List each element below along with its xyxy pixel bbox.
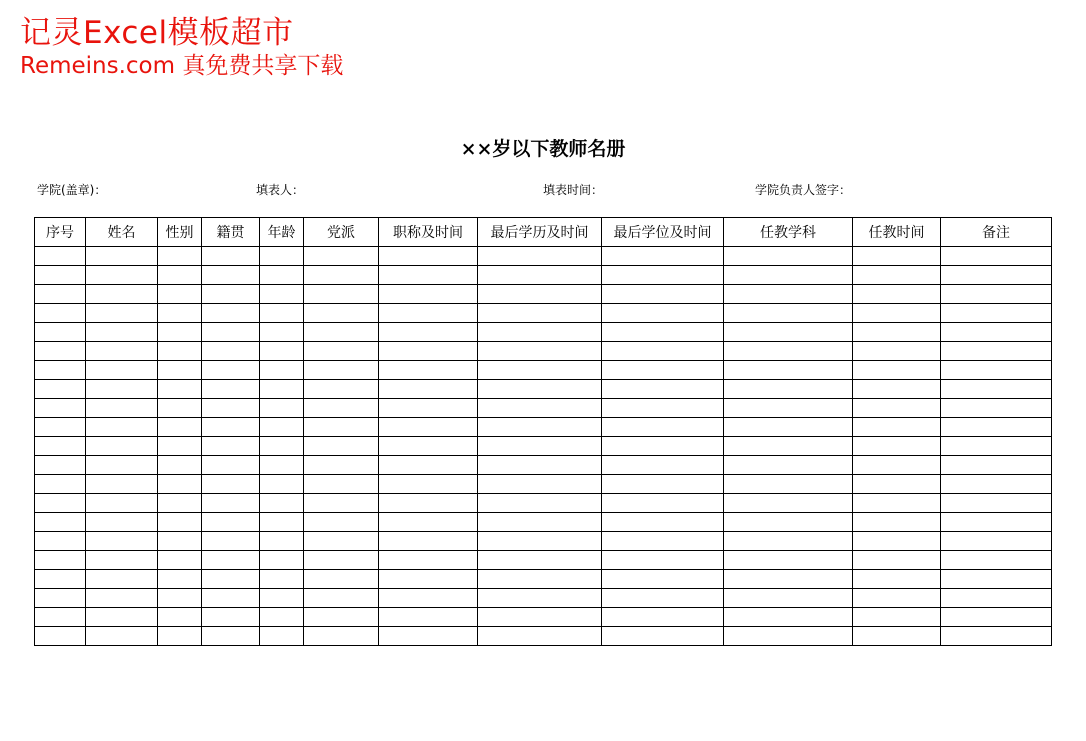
table-cell[interactable] bbox=[86, 266, 158, 285]
table-cell[interactable] bbox=[260, 380, 304, 399]
table-cell[interactable] bbox=[304, 323, 379, 342]
table-cell[interactable] bbox=[941, 437, 1052, 456]
table-cell[interactable] bbox=[379, 608, 478, 627]
table-cell[interactable] bbox=[86, 551, 158, 570]
table-cell[interactable] bbox=[35, 418, 86, 437]
table-cell[interactable] bbox=[158, 380, 202, 399]
table-cell[interactable] bbox=[602, 475, 724, 494]
table-cell[interactable] bbox=[853, 304, 941, 323]
table-cell[interactable] bbox=[260, 589, 304, 608]
table-cell[interactable] bbox=[260, 494, 304, 513]
table-cell[interactable] bbox=[86, 456, 158, 475]
table-cell[interactable] bbox=[379, 570, 478, 589]
table-cell[interactable] bbox=[304, 532, 379, 551]
table-cell[interactable] bbox=[853, 475, 941, 494]
table-cell[interactable] bbox=[478, 418, 602, 437]
table-cell[interactable] bbox=[853, 399, 941, 418]
column-header-index: 序号 bbox=[35, 218, 86, 247]
table-cell[interactable] bbox=[304, 361, 379, 380]
table-cell[interactable] bbox=[602, 266, 724, 285]
table-cell[interactable] bbox=[379, 304, 478, 323]
table-cell[interactable] bbox=[478, 608, 602, 627]
table-cell[interactable] bbox=[86, 475, 158, 494]
table-cell[interactable] bbox=[260, 342, 304, 361]
table-cell[interactable] bbox=[202, 342, 260, 361]
table-cell[interactable] bbox=[35, 266, 86, 285]
table-cell[interactable] bbox=[853, 513, 941, 532]
table-row bbox=[35, 494, 1052, 513]
table-cell[interactable] bbox=[202, 570, 260, 589]
table-cell[interactable] bbox=[478, 627, 602, 646]
table-cell[interactable] bbox=[202, 437, 260, 456]
column-header-remarks: 备注 bbox=[941, 218, 1052, 247]
table-cell[interactable] bbox=[86, 532, 158, 551]
table-cell[interactable] bbox=[35, 285, 86, 304]
table-cell[interactable] bbox=[202, 418, 260, 437]
table-cell[interactable] bbox=[602, 456, 724, 475]
table-cell[interactable] bbox=[304, 627, 379, 646]
table-cell[interactable] bbox=[35, 494, 86, 513]
table-cell[interactable] bbox=[158, 627, 202, 646]
table-cell[interactable] bbox=[602, 532, 724, 551]
table-cell[interactable] bbox=[260, 570, 304, 589]
table-row bbox=[35, 266, 1052, 285]
table-cell[interactable] bbox=[602, 513, 724, 532]
table-cell[interactable] bbox=[260, 361, 304, 380]
table-cell[interactable] bbox=[853, 418, 941, 437]
table-cell[interactable] bbox=[260, 418, 304, 437]
table-cell[interactable] bbox=[86, 627, 158, 646]
column-header-hometown: 籍贯 bbox=[202, 218, 260, 247]
table-cell[interactable] bbox=[379, 323, 478, 342]
table-cell[interactable] bbox=[941, 418, 1052, 437]
table-cell[interactable] bbox=[304, 437, 379, 456]
table-cell[interactable] bbox=[602, 304, 724, 323]
table-cell[interactable] bbox=[379, 494, 478, 513]
table-cell[interactable] bbox=[853, 551, 941, 570]
table-row bbox=[35, 570, 1052, 589]
table-cell[interactable] bbox=[35, 437, 86, 456]
table-cell[interactable] bbox=[853, 494, 941, 513]
table-cell[interactable] bbox=[941, 285, 1052, 304]
table-cell[interactable] bbox=[158, 399, 202, 418]
table-cell[interactable] bbox=[941, 513, 1052, 532]
table-cell[interactable] bbox=[35, 247, 86, 266]
table-cell[interactable] bbox=[260, 475, 304, 494]
table-row bbox=[35, 247, 1052, 266]
table-cell[interactable] bbox=[941, 266, 1052, 285]
table-cell[interactable] bbox=[86, 247, 158, 266]
table-cell[interactable] bbox=[304, 342, 379, 361]
table-cell[interactable] bbox=[304, 418, 379, 437]
table-cell[interactable] bbox=[724, 627, 853, 646]
table-cell[interactable] bbox=[941, 247, 1052, 266]
table-cell[interactable] bbox=[304, 380, 379, 399]
table-row bbox=[35, 627, 1052, 646]
table-cell[interactable] bbox=[602, 323, 724, 342]
table-cell[interactable] bbox=[602, 399, 724, 418]
table-cell[interactable] bbox=[478, 342, 602, 361]
table-cell[interactable] bbox=[260, 323, 304, 342]
table-row bbox=[35, 551, 1052, 570]
column-header-gender: 性别 bbox=[158, 218, 202, 247]
table-cell[interactable] bbox=[158, 304, 202, 323]
table-cell[interactable] bbox=[853, 361, 941, 380]
table-cell[interactable] bbox=[602, 551, 724, 570]
table-cell[interactable] bbox=[853, 247, 941, 266]
table-cell[interactable] bbox=[304, 513, 379, 532]
table-cell[interactable] bbox=[260, 266, 304, 285]
table-cell[interactable] bbox=[304, 589, 379, 608]
table-cell[interactable] bbox=[602, 247, 724, 266]
table-cell[interactable] bbox=[202, 532, 260, 551]
table-cell[interactable] bbox=[724, 475, 853, 494]
table-cell[interactable] bbox=[724, 456, 853, 475]
table-cell[interactable] bbox=[478, 304, 602, 323]
table-cell[interactable] bbox=[260, 608, 304, 627]
fill-date-label: 填表时间： bbox=[543, 183, 604, 197]
table-cell[interactable] bbox=[724, 323, 853, 342]
table-cell[interactable] bbox=[35, 608, 86, 627]
table-cell[interactable] bbox=[304, 399, 379, 418]
table-cell[interactable] bbox=[379, 456, 478, 475]
table-cell[interactable] bbox=[158, 418, 202, 437]
table-cell[interactable] bbox=[478, 513, 602, 532]
table-cell[interactable] bbox=[379, 418, 478, 437]
table-cell[interactable] bbox=[724, 247, 853, 266]
table-cell[interactable] bbox=[724, 513, 853, 532]
table-cell[interactable] bbox=[35, 323, 86, 342]
column-header-name: 姓名 bbox=[86, 218, 158, 247]
table-cell[interactable] bbox=[379, 399, 478, 418]
table-cell[interactable] bbox=[478, 285, 602, 304]
table-cell[interactable] bbox=[478, 570, 602, 589]
table-cell[interactable] bbox=[478, 399, 602, 418]
table-cell[interactable] bbox=[379, 361, 478, 380]
table-cell[interactable] bbox=[35, 589, 86, 608]
table-cell[interactable] bbox=[202, 323, 260, 342]
table-cell[interactable] bbox=[724, 342, 853, 361]
column-header-age: 年龄 bbox=[260, 218, 304, 247]
table-cell[interactable] bbox=[941, 323, 1052, 342]
table-cell[interactable] bbox=[158, 608, 202, 627]
table-cell[interactable] bbox=[35, 304, 86, 323]
table-cell[interactable] bbox=[35, 513, 86, 532]
table-cell[interactable] bbox=[853, 570, 941, 589]
column-header-education-and-date: 最后学历及时间 bbox=[478, 218, 602, 247]
table-cell[interactable] bbox=[86, 342, 158, 361]
table-cell[interactable] bbox=[853, 589, 941, 608]
table-cell[interactable] bbox=[941, 475, 1052, 494]
table-cell[interactable] bbox=[260, 513, 304, 532]
table-cell[interactable] bbox=[158, 532, 202, 551]
table-cell[interactable] bbox=[86, 589, 158, 608]
table-cell[interactable] bbox=[602, 627, 724, 646]
table-row bbox=[35, 418, 1052, 437]
table-cell[interactable] bbox=[602, 380, 724, 399]
table-cell[interactable] bbox=[478, 456, 602, 475]
table-cell[interactable] bbox=[602, 570, 724, 589]
table-body bbox=[35, 247, 1052, 646]
table-cell[interactable] bbox=[853, 532, 941, 551]
table-cell[interactable] bbox=[260, 437, 304, 456]
table-cell[interactable] bbox=[260, 285, 304, 304]
table-cell[interactable] bbox=[379, 551, 478, 570]
table-cell[interactable] bbox=[379, 342, 478, 361]
table-cell[interactable] bbox=[941, 570, 1052, 589]
table-cell[interactable] bbox=[35, 399, 86, 418]
table-cell[interactable] bbox=[35, 551, 86, 570]
table-cell[interactable] bbox=[724, 285, 853, 304]
table-cell[interactable] bbox=[158, 342, 202, 361]
column-header-title-and-date: 职称及时间 bbox=[379, 218, 478, 247]
watermark-brand: 记灵Excel模板超市 bbox=[20, 15, 294, 51]
table-row bbox=[35, 361, 1052, 380]
table-cell[interactable] bbox=[724, 494, 853, 513]
table-cell[interactable] bbox=[86, 304, 158, 323]
table-cell[interactable] bbox=[602, 361, 724, 380]
table-row bbox=[35, 532, 1052, 551]
table-cell[interactable] bbox=[304, 570, 379, 589]
table-cell[interactable] bbox=[86, 399, 158, 418]
table-cell[interactable] bbox=[86, 494, 158, 513]
table-row bbox=[35, 285, 1052, 304]
table-row bbox=[35, 608, 1052, 627]
table-cell[interactable] bbox=[724, 266, 853, 285]
table-cell[interactable] bbox=[35, 456, 86, 475]
table-cell[interactable] bbox=[478, 532, 602, 551]
table-cell[interactable] bbox=[86, 513, 158, 532]
table-cell[interactable] bbox=[724, 361, 853, 380]
table-cell[interactable] bbox=[158, 570, 202, 589]
table-cell[interactable] bbox=[941, 532, 1052, 551]
table-cell[interactable] bbox=[379, 589, 478, 608]
filler-label: 填表人： bbox=[256, 183, 305, 197]
table-cell[interactable] bbox=[941, 361, 1052, 380]
table-cell[interactable] bbox=[158, 285, 202, 304]
table-cell[interactable] bbox=[941, 342, 1052, 361]
table-cell[interactable] bbox=[602, 608, 724, 627]
table-cell[interactable] bbox=[304, 475, 379, 494]
table-cell[interactable] bbox=[853, 627, 941, 646]
table-cell[interactable] bbox=[304, 456, 379, 475]
table-cell[interactable] bbox=[853, 266, 941, 285]
table-cell[interactable] bbox=[379, 627, 478, 646]
table-cell[interactable] bbox=[602, 418, 724, 437]
table-cell[interactable] bbox=[304, 551, 379, 570]
table-cell[interactable] bbox=[202, 551, 260, 570]
table-cell[interactable] bbox=[941, 494, 1052, 513]
table-cell[interactable] bbox=[260, 399, 304, 418]
table-cell[interactable] bbox=[853, 380, 941, 399]
table-cell[interactable] bbox=[86, 608, 158, 627]
table-row bbox=[35, 437, 1052, 456]
table-cell[interactable] bbox=[724, 418, 853, 437]
table-row bbox=[35, 399, 1052, 418]
column-header-party: 党派 bbox=[304, 218, 379, 247]
table-cell[interactable] bbox=[379, 532, 478, 551]
table-cell[interactable] bbox=[853, 456, 941, 475]
table-cell[interactable] bbox=[853, 437, 941, 456]
table-row bbox=[35, 304, 1052, 323]
table-cell[interactable] bbox=[158, 361, 202, 380]
table-cell[interactable] bbox=[379, 437, 478, 456]
table-cell[interactable] bbox=[158, 494, 202, 513]
table-cell[interactable] bbox=[304, 266, 379, 285]
table-cell[interactable] bbox=[379, 380, 478, 399]
table-cell[interactable] bbox=[379, 266, 478, 285]
table-cell[interactable] bbox=[202, 475, 260, 494]
table-cell[interactable] bbox=[941, 589, 1052, 608]
table-cell[interactable] bbox=[202, 285, 260, 304]
table-cell[interactable] bbox=[86, 361, 158, 380]
table-cell[interactable] bbox=[260, 551, 304, 570]
table-cell[interactable] bbox=[602, 589, 724, 608]
table-cell[interactable] bbox=[724, 570, 853, 589]
teacher-roster-table bbox=[34, 217, 1052, 646]
table-cell[interactable] bbox=[379, 475, 478, 494]
table-cell[interactable] bbox=[158, 589, 202, 608]
table-cell[interactable] bbox=[304, 247, 379, 266]
table-cell[interactable] bbox=[724, 304, 853, 323]
table-cell[interactable] bbox=[602, 342, 724, 361]
table-row bbox=[35, 380, 1052, 399]
table-cell[interactable] bbox=[158, 456, 202, 475]
table-cell[interactable] bbox=[941, 304, 1052, 323]
table-cell[interactable] bbox=[158, 266, 202, 285]
table-cell[interactable] bbox=[202, 399, 260, 418]
table-cell[interactable] bbox=[478, 551, 602, 570]
table-cell[interactable] bbox=[478, 361, 602, 380]
table-cell[interactable] bbox=[304, 304, 379, 323]
table-cell[interactable] bbox=[941, 608, 1052, 627]
table-cell[interactable] bbox=[724, 532, 853, 551]
table-row bbox=[35, 589, 1052, 608]
table-cell[interactable] bbox=[724, 589, 853, 608]
table-cell[interactable] bbox=[724, 551, 853, 570]
table-cell[interactable] bbox=[202, 513, 260, 532]
table-cell[interactable] bbox=[853, 342, 941, 361]
table-cell[interactable] bbox=[202, 494, 260, 513]
table-cell[interactable] bbox=[478, 247, 602, 266]
table-cell[interactable] bbox=[158, 475, 202, 494]
table-cell[interactable] bbox=[478, 494, 602, 513]
table-cell[interactable] bbox=[260, 532, 304, 551]
table-cell[interactable] bbox=[941, 380, 1052, 399]
table-cell[interactable] bbox=[158, 551, 202, 570]
table-row bbox=[35, 342, 1052, 361]
table-cell[interactable] bbox=[202, 361, 260, 380]
table-cell[interactable] bbox=[35, 532, 86, 551]
table-cell[interactable] bbox=[202, 380, 260, 399]
watermark-site: Remeins.com 真免费共享下载 bbox=[20, 53, 344, 79]
table-cell[interactable] bbox=[86, 418, 158, 437]
table-cell[interactable] bbox=[478, 323, 602, 342]
table-row bbox=[35, 513, 1052, 532]
table-cell[interactable] bbox=[602, 494, 724, 513]
table-cell[interactable] bbox=[35, 627, 86, 646]
column-header-subject: 任教学科 bbox=[724, 218, 853, 247]
table-cell[interactable] bbox=[202, 608, 260, 627]
table-cell[interactable] bbox=[724, 437, 853, 456]
table-cell[interactable] bbox=[35, 380, 86, 399]
page-title: ××岁以下教师名册 bbox=[460, 138, 626, 160]
table-cell[interactable] bbox=[202, 247, 260, 266]
college-seal-label: 学院(盖章)： bbox=[37, 183, 107, 197]
column-header-degree-and-date: 最后学位及时间 bbox=[602, 218, 724, 247]
table-cell[interactable] bbox=[35, 475, 86, 494]
table-cell[interactable] bbox=[35, 342, 86, 361]
table-cell[interactable] bbox=[86, 570, 158, 589]
table-cell[interactable] bbox=[260, 304, 304, 323]
watermark bbox=[20, 15, 344, 79]
table-cell[interactable] bbox=[35, 570, 86, 589]
table-cell[interactable] bbox=[202, 304, 260, 323]
table-cell[interactable] bbox=[202, 456, 260, 475]
table-cell[interactable] bbox=[941, 627, 1052, 646]
table-cell[interactable] bbox=[478, 475, 602, 494]
table-cell[interactable] bbox=[379, 513, 478, 532]
table-header-row bbox=[35, 218, 1052, 247]
table-cell[interactable] bbox=[260, 247, 304, 266]
table-cell[interactable] bbox=[724, 399, 853, 418]
table-cell[interactable] bbox=[379, 285, 478, 304]
table-cell[interactable] bbox=[724, 608, 853, 627]
table-cell[interactable] bbox=[260, 627, 304, 646]
table-cell[interactable] bbox=[941, 551, 1052, 570]
table-cell[interactable] bbox=[158, 323, 202, 342]
table-cell[interactable] bbox=[724, 380, 853, 399]
table-cell[interactable] bbox=[158, 247, 202, 266]
table-cell[interactable] bbox=[304, 285, 379, 304]
table-cell[interactable] bbox=[941, 399, 1052, 418]
table-cell[interactable] bbox=[478, 266, 602, 285]
table-cell[interactable] bbox=[260, 456, 304, 475]
table-cell[interactable] bbox=[304, 608, 379, 627]
table-cell[interactable] bbox=[202, 627, 260, 646]
table-row bbox=[35, 475, 1052, 494]
column-header-teaching-time: 任教时间 bbox=[853, 218, 941, 247]
table-cell[interactable] bbox=[478, 589, 602, 608]
table-cell[interactable] bbox=[853, 608, 941, 627]
director-signature-label: 学院负责人签字： bbox=[755, 183, 852, 197]
table-cell[interactable] bbox=[86, 323, 158, 342]
table-cell[interactable] bbox=[478, 437, 602, 456]
table-cell[interactable] bbox=[853, 285, 941, 304]
table-cell[interactable] bbox=[602, 437, 724, 456]
table-cell[interactable] bbox=[304, 494, 379, 513]
table-cell[interactable] bbox=[35, 361, 86, 380]
table-cell[interactable] bbox=[158, 437, 202, 456]
table-cell[interactable] bbox=[86, 285, 158, 304]
table-cell[interactable] bbox=[86, 437, 158, 456]
table-cell[interactable] bbox=[86, 380, 158, 399]
table-cell[interactable] bbox=[379, 247, 478, 266]
table-row bbox=[35, 456, 1052, 475]
table-cell[interactable] bbox=[202, 266, 260, 285]
table-row bbox=[35, 323, 1052, 342]
table-cell[interactable] bbox=[602, 285, 724, 304]
table-cell[interactable] bbox=[478, 380, 602, 399]
table-cell[interactable] bbox=[158, 513, 202, 532]
table-cell[interactable] bbox=[941, 456, 1052, 475]
table-cell[interactable] bbox=[202, 589, 260, 608]
table-cell[interactable] bbox=[853, 323, 941, 342]
